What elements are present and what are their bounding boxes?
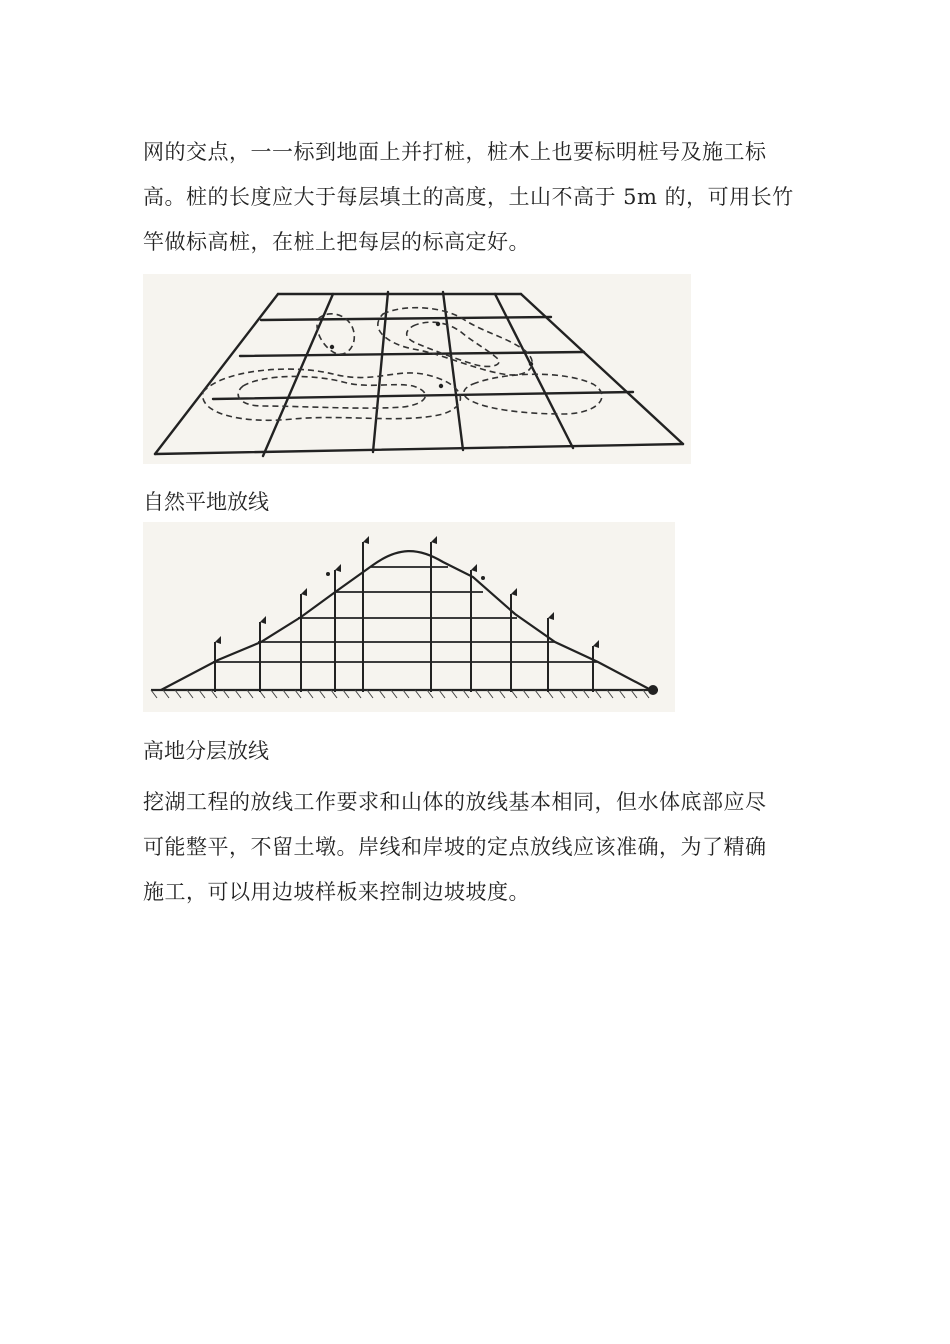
grid-layout-diagram-icon: [143, 274, 691, 464]
layered-mound-diagram-icon: [143, 522, 675, 712]
paragraph-2-line-2: 可能整平，不留土墩。岸线和岸坡的定点放线应该准确，为了精确: [143, 835, 767, 859]
paragraph-2-line-3: 施工，可以用边坡样板来控制边坡坡度。: [143, 880, 530, 904]
figure-1-caption: 自然平地放线: [143, 490, 269, 514]
figure-2-caption: 高地分层放线: [143, 739, 269, 763]
paragraph-2: [143, 780, 808, 915]
grid-layout-figure: [143, 274, 691, 464]
paragraph-1-line-3: 竿做标高桩，在桩上把每层的标高定好。: [143, 230, 530, 254]
paragraph-1-line-2: 高。桩的长度应大于每层填土的高度，土山不高于 5m 的，可用长竹: [143, 185, 794, 209]
paragraph-1: [143, 130, 808, 265]
paragraph-1-line-1: 网的交点，一一标到地面上并打桩，桩木上也要标明桩号及施工标: [143, 140, 767, 164]
layered-mound-figure: [143, 522, 675, 712]
paragraph-2-line-1: 挖湖工程的放线工作要求和山体的放线基本相同，但水体底部应尽: [143, 790, 767, 814]
